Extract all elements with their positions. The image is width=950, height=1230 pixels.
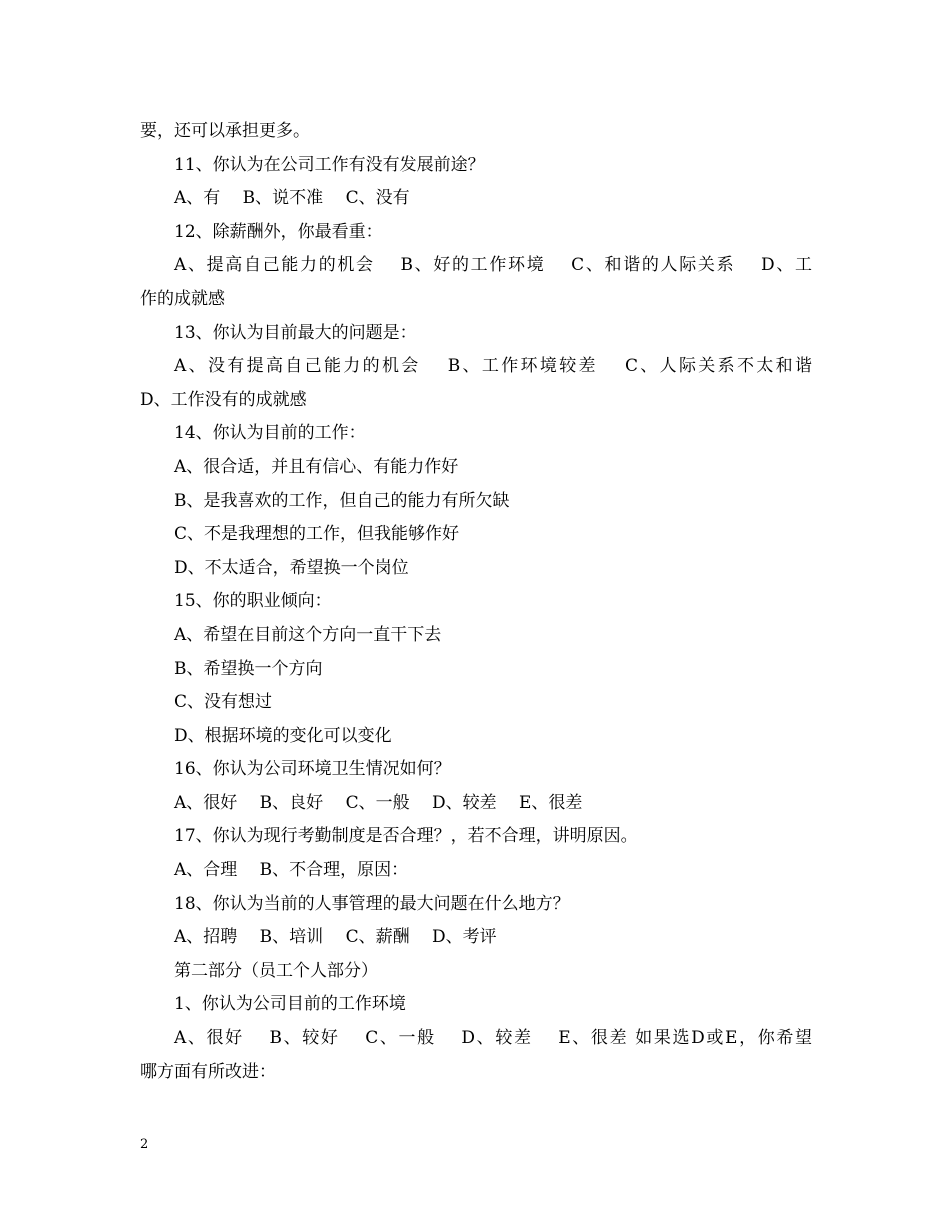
text-line: 1、你认为公司目前的工作环境 (174, 994, 406, 1015)
text-line: 作的成就感 (140, 288, 225, 309)
text-line: D、根据环境的变化可以变化 (174, 725, 392, 746)
text-line: D、不太适合，希望换一个岗位 (174, 557, 409, 578)
text-line: 第二部分（员工个人部分） (174, 960, 378, 981)
text-line: 16、你认为公司环境卫生情况如何？ (174, 759, 451, 780)
text-line: A、有 B、说不准 C、没有 (174, 188, 410, 209)
text-line: 11、你认为在公司工作有没有发展前途？ (174, 154, 485, 175)
text-line: 12、除薪酬外，你最看重： (174, 221, 383, 242)
text-line: 18、你认为当前的人事管理的最大问题在什么地方？ (174, 893, 570, 914)
document-body (140, 115, 812, 1089)
text-line: A、很好 B、良好 C、一般 D、较差 E、很差 (174, 792, 583, 813)
text-line: 13、你认为目前最大的问题是： (174, 322, 417, 343)
page-number: 2 (140, 1137, 149, 1152)
text-line: 要，还可以承担更多。 (140, 121, 310, 141)
text-line: B、希望换一个方向 (174, 658, 323, 679)
text-line: A、招聘 B、培训 C、薪酬 D、考评 (174, 927, 497, 948)
text-line: C、没有想过 (174, 692, 273, 713)
text-line: A、合理 B、不合理，原因： (174, 860, 409, 881)
text-line: 哪方面有所改进： (140, 1061, 276, 1082)
text-line: 14、你认为目前的工作： (174, 423, 366, 444)
text-line: B、是我喜欢的工作，但自己的能力有所欠缺 (174, 490, 510, 511)
text-line: A、没有提高自己能力的机会 B、工作环境较差 C、人际关系不太和谐 (174, 356, 812, 377)
text-line: A、很好 B、较好 C、一般 D、较差 E、很差 如果选D或E，你希望 (174, 1028, 812, 1049)
text-line: A、希望在目前这个方向一直干下去 (174, 624, 442, 645)
text-line: A、很合适，并且有信心、有能力作好 (174, 456, 459, 477)
text-line: 17、你认为现行考勤制度是否合理？，若不合理，讲明原因。 (174, 826, 638, 847)
text-line: D、工作没有的成就感 (140, 389, 307, 410)
text-line: C、不是我理想的工作，但我能够作好 (174, 524, 460, 545)
text-line: A、提高自己能力的机会 B、好的工作环境 C、和谐的人际关系 D、工 (174, 255, 812, 276)
text-line: 15、你的职业倾向： (174, 591, 332, 612)
